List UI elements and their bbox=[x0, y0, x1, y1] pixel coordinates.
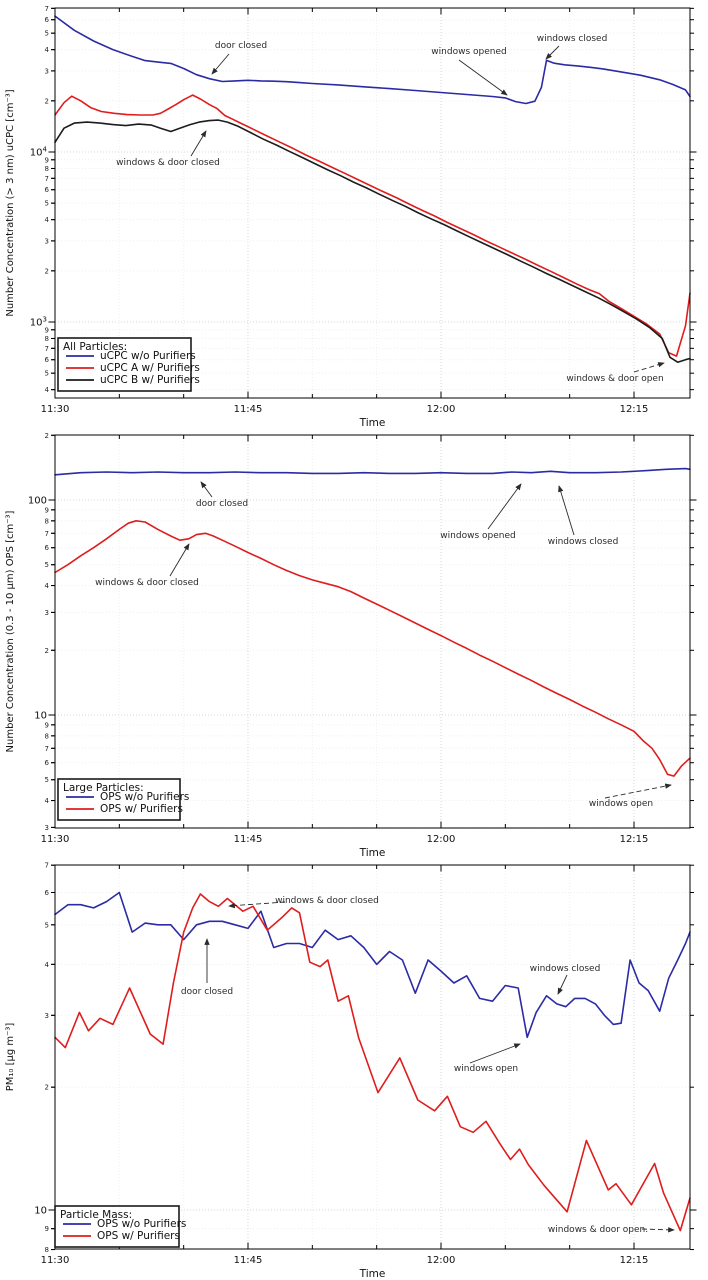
y-minor-tick-label: 7 bbox=[44, 529, 49, 538]
x-tick-label: 12:00 bbox=[426, 834, 456, 845]
y-minor-tick-label: 9 bbox=[44, 156, 49, 165]
y-minor-tick-label: 9 bbox=[44, 506, 49, 515]
legend bbox=[58, 338, 200, 391]
y-minor-tick-label: 7 bbox=[44, 4, 49, 13]
y-minor-tick-label: 3 bbox=[44, 608, 49, 617]
y-minor-tick-label: 6 bbox=[44, 759, 49, 768]
y-minor-tick-label: 2 bbox=[44, 1083, 49, 1092]
legend-item-label: OPS w/o Purifiers bbox=[97, 1218, 187, 1230]
y-minor-tick-label: 8 bbox=[44, 732, 49, 741]
x-tick-label: 12:15 bbox=[619, 834, 649, 845]
y-axis-title: PM₁₀ [µg m⁻³] bbox=[5, 1022, 16, 1092]
annotation-label: windows & door open. bbox=[547, 1225, 649, 1235]
y-minor-tick-label: 6 bbox=[44, 544, 49, 553]
x-tick-label: 11:45 bbox=[233, 404, 263, 415]
y-axis-title: Number Concentration (0.3 - 10 µm) OPS [cm⁻³] bbox=[5, 510, 16, 753]
annotation-label: windows closed bbox=[529, 964, 601, 974]
chart-panel-large-particles bbox=[0, 432, 708, 860]
chart-panel-all-particles bbox=[0, 0, 708, 432]
legend-item-label: uCPC w/o Purifiers bbox=[100, 350, 196, 362]
y-minor-tick-label: 5 bbox=[44, 199, 49, 208]
annotation-label: door closed bbox=[180, 987, 234, 997]
annotation-label: windows open bbox=[588, 799, 654, 809]
legend-item-label: OPS w/ Purifiers bbox=[97, 1230, 180, 1242]
y-minor-tick-label: 6 bbox=[44, 16, 49, 25]
annotation-label: windows & door closed bbox=[275, 896, 379, 906]
y-minor-tick-label: 6 bbox=[44, 186, 49, 195]
y-minor-tick-label: 9 bbox=[44, 721, 49, 730]
y-decade-label: 10 bbox=[34, 1205, 47, 1217]
y-minor-tick-label: 7 bbox=[44, 344, 49, 353]
legend-title: Particle Mass: bbox=[60, 1209, 133, 1221]
y-minor-tick-label: 2 bbox=[44, 432, 49, 440]
y-minor-tick-label: 8 bbox=[44, 164, 49, 173]
x-tick-label: 12:00 bbox=[426, 404, 456, 415]
legend-item-label: uCPC A w/ Purifiers bbox=[100, 362, 200, 374]
x-axis-title: Time bbox=[359, 417, 386, 429]
y-minor-tick-label: 5 bbox=[44, 776, 49, 785]
large-particles-chart bbox=[0, 432, 708, 860]
x-tick-label: 11:30 bbox=[40, 1255, 70, 1266]
y-minor-tick-label: 3 bbox=[44, 67, 49, 76]
x-tick-label: 12:15 bbox=[619, 404, 649, 415]
y-minor-tick-label: 8 bbox=[44, 1246, 49, 1255]
particle-mass-chart bbox=[0, 860, 708, 1280]
y-minor-tick-label: 3 bbox=[44, 1011, 49, 1020]
x-axis-title: Time bbox=[359, 1268, 386, 1280]
x-tick-label: 11:45 bbox=[233, 834, 263, 845]
annotation-label: windows & door open bbox=[566, 374, 664, 384]
y-minor-tick-label: 6 bbox=[44, 889, 49, 898]
annotation-label: door closed bbox=[214, 41, 268, 51]
y-minor-tick-label: 8 bbox=[44, 517, 49, 526]
all-particles-chart bbox=[0, 0, 708, 432]
y-minor-tick-label: 4 bbox=[44, 216, 49, 225]
y-minor-tick-label: 9 bbox=[44, 326, 49, 335]
y-minor-tick-label: 3 bbox=[44, 237, 49, 246]
y-minor-tick-label: 7 bbox=[44, 861, 49, 870]
y-minor-tick-label: 2 bbox=[44, 267, 49, 276]
y-decade-label: $10^3$ bbox=[29, 315, 47, 329]
legend bbox=[58, 779, 189, 820]
annotation-label: windows closed bbox=[547, 537, 619, 547]
y-minor-tick-label: 5 bbox=[44, 369, 49, 378]
y-minor-tick-label: 2 bbox=[44, 97, 49, 106]
annotation-label: windows & door closed bbox=[116, 158, 220, 168]
y-minor-tick-label: 7 bbox=[44, 744, 49, 753]
y-decade-label: $10^4$ bbox=[29, 145, 47, 159]
legend-title: All Particles: bbox=[63, 341, 128, 353]
x-tick-label: 12:15 bbox=[619, 1255, 649, 1266]
x-tick-label: 11:45 bbox=[233, 1255, 263, 1266]
annotation-label: windows closed bbox=[536, 34, 608, 44]
y-minor-tick-label: 5 bbox=[44, 29, 49, 38]
annotation-label: windows open bbox=[453, 1064, 519, 1074]
y-minor-tick-label: 4 bbox=[44, 386, 49, 395]
annotation-label: windows opened bbox=[431, 47, 507, 57]
y-minor-tick-label: 2 bbox=[44, 646, 49, 655]
x-tick-label: 11:30 bbox=[40, 834, 70, 845]
y-minor-tick-label: 4 bbox=[44, 797, 49, 806]
legend bbox=[55, 1206, 186, 1247]
y-axis-title: Number Concentration (> 3 nm) uCPC [cm⁻³] bbox=[5, 89, 16, 317]
y-minor-tick-label: 4 bbox=[44, 582, 49, 591]
x-tick-label: 11:30 bbox=[40, 404, 70, 415]
chart-panel-particle-mass bbox=[0, 860, 708, 1280]
y-minor-tick-label: 5 bbox=[44, 921, 49, 930]
legend-title: Large Particles: bbox=[63, 782, 144, 794]
y-minor-tick-label: 4 bbox=[44, 960, 49, 969]
y-minor-tick-label: 3 bbox=[44, 823, 49, 832]
y-minor-tick-label: 9 bbox=[44, 1225, 49, 1234]
annotation-label: windows & door closed bbox=[95, 578, 199, 588]
x-tick-label: 12:00 bbox=[426, 1255, 456, 1266]
legend-item-label: OPS w/ Purifiers bbox=[100, 803, 183, 815]
y-decade-label: 10 bbox=[34, 710, 47, 722]
y-minor-tick-label: 8 bbox=[44, 334, 49, 343]
legend-item-label: OPS w/o Purifiers bbox=[100, 791, 190, 803]
legend-item-label: uCPC B w/ Purifiers bbox=[100, 374, 200, 386]
y-minor-tick-label: 7 bbox=[44, 174, 49, 183]
y-minor-tick-label: 4 bbox=[44, 46, 49, 55]
y-decade-label: 100 bbox=[27, 495, 47, 507]
y-minor-tick-label: 5 bbox=[44, 561, 49, 570]
annotation-label: windows opened bbox=[440, 531, 516, 541]
annotation-label: door closed bbox=[195, 499, 249, 509]
y-minor-tick-label: 6 bbox=[44, 356, 49, 365]
x-axis-title: Time bbox=[359, 847, 386, 859]
